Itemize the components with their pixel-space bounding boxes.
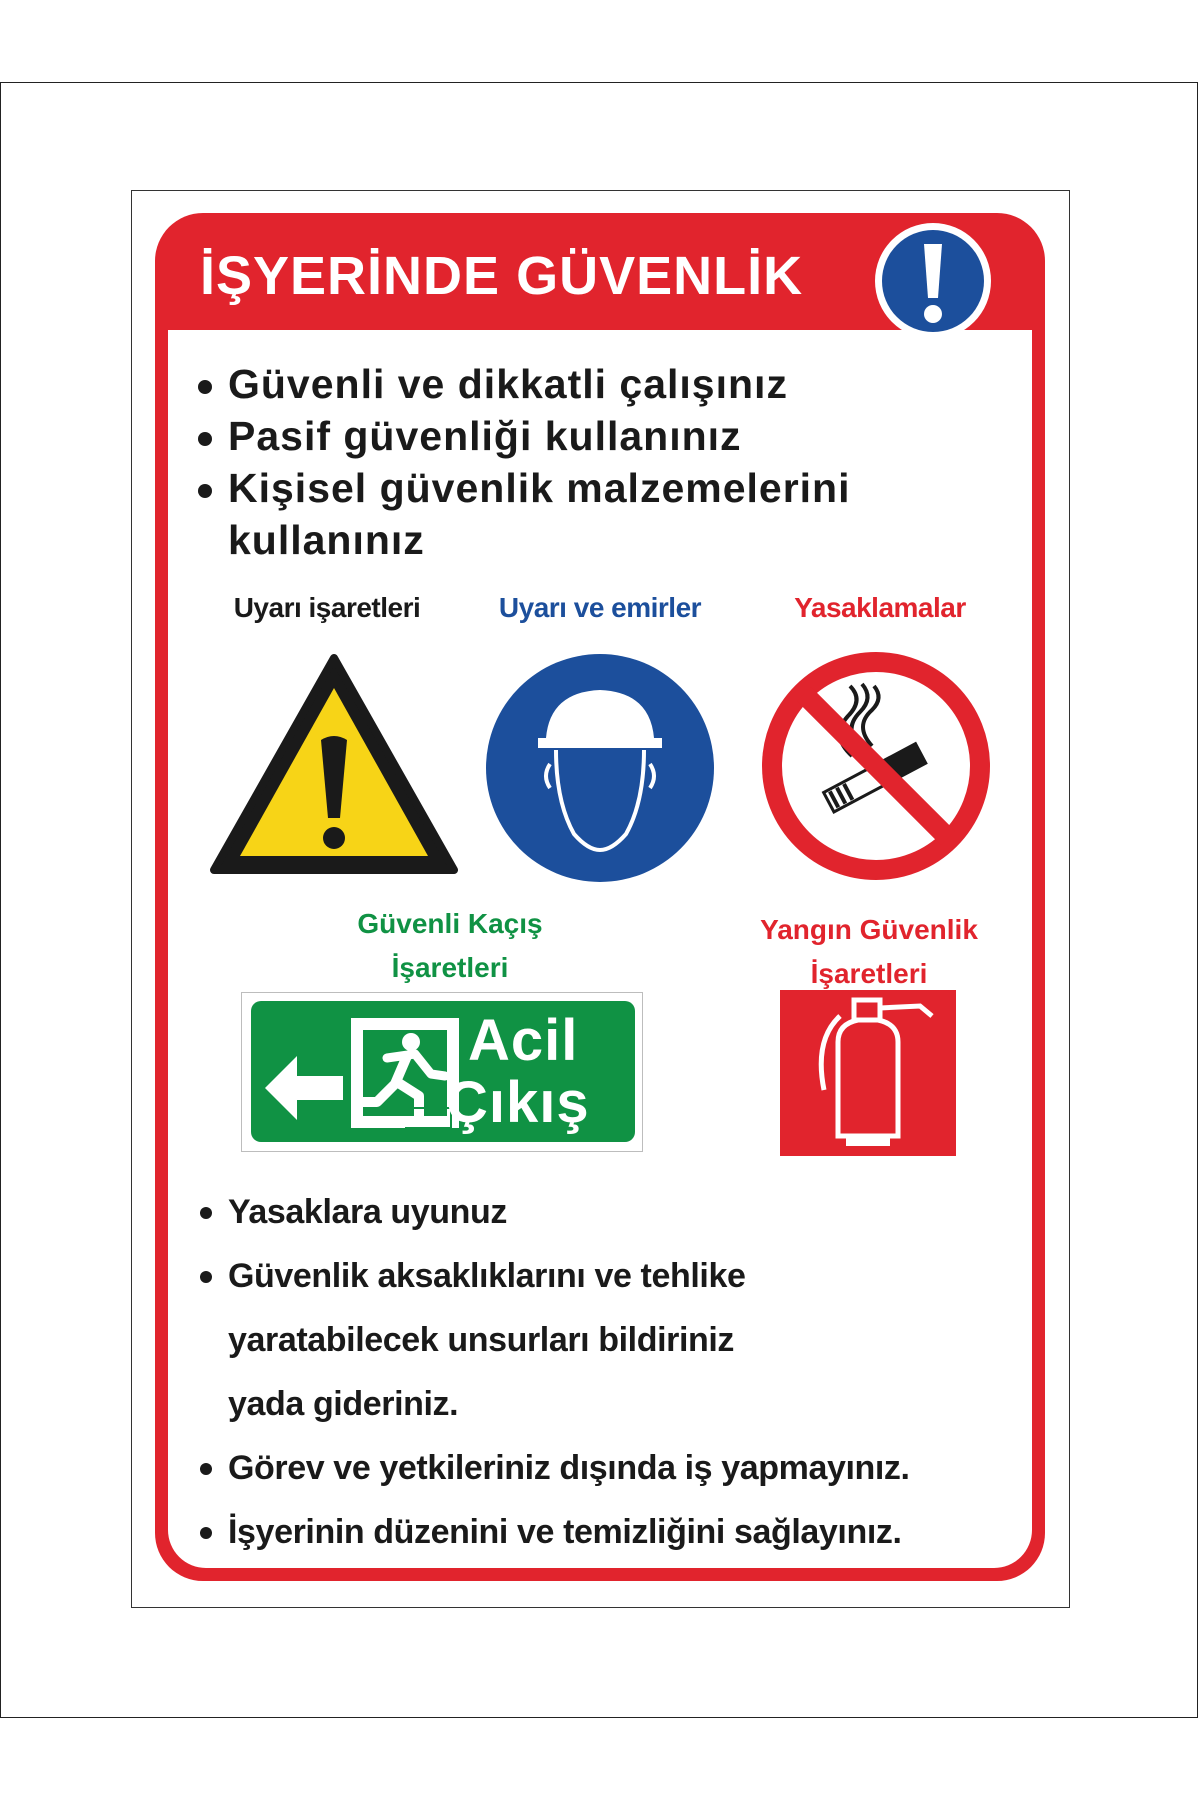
exit-sign-line2: Çıkış xyxy=(446,1070,590,1135)
fire-label-line1: Yangın Güvenlik xyxy=(760,914,978,945)
bottom-bullet-list xyxy=(198,1180,1028,1564)
fire-extinguisher-icon xyxy=(780,990,956,1156)
list-item-continuation: yaratabilecek unsurları bildiriniz xyxy=(228,1321,735,1359)
list-item-continuation: yada gideriniz. xyxy=(228,1385,459,1423)
fire-signs-label xyxy=(724,908,1014,996)
hard-hat-icon xyxy=(484,652,716,884)
list-item: Kişisel güvenlik malzemelerini kullanınız xyxy=(196,462,1016,566)
exclamation-icon xyxy=(872,220,994,342)
top-bullet-list xyxy=(196,358,1016,566)
emergency-exit-icon xyxy=(255,1004,475,1140)
list-item: Güvenlik aksaklıklarını ve tehlike xyxy=(198,1244,1028,1308)
sign-title: İŞYERİNDE GÜVENLİK xyxy=(200,246,804,306)
list-item: İşyerinin düzenini ve temizliğini sağlayınız. xyxy=(198,1500,1028,1564)
fire-label-line2: İşaretleri xyxy=(810,958,928,989)
prohibition-signs-label: Yasaklamalar xyxy=(794,592,966,623)
list-item: Görev ve yetkileriniz dışında iş yapmayınız. xyxy=(198,1436,1028,1500)
mandatory-signs-label: Uyarı ve emirler xyxy=(498,592,702,623)
exit-sign-line1: Acil xyxy=(468,1008,579,1073)
list-item: Güvenli ve dikkatli çalışınız xyxy=(196,358,1016,410)
warning-triangle-icon xyxy=(208,652,460,880)
no-smoking-icon xyxy=(760,650,992,882)
escape-label-line1: Güvenli Kaçış xyxy=(357,908,543,939)
list-item: Pasif güvenliği kullanınız xyxy=(196,410,1016,462)
escape-label-line2: İşaretleri xyxy=(391,952,509,983)
list-item: Yasaklara uyunuz xyxy=(198,1180,1028,1244)
escape-signs-label xyxy=(300,902,600,990)
warning-signs-label: Uyarı işaretleri xyxy=(233,592,421,623)
